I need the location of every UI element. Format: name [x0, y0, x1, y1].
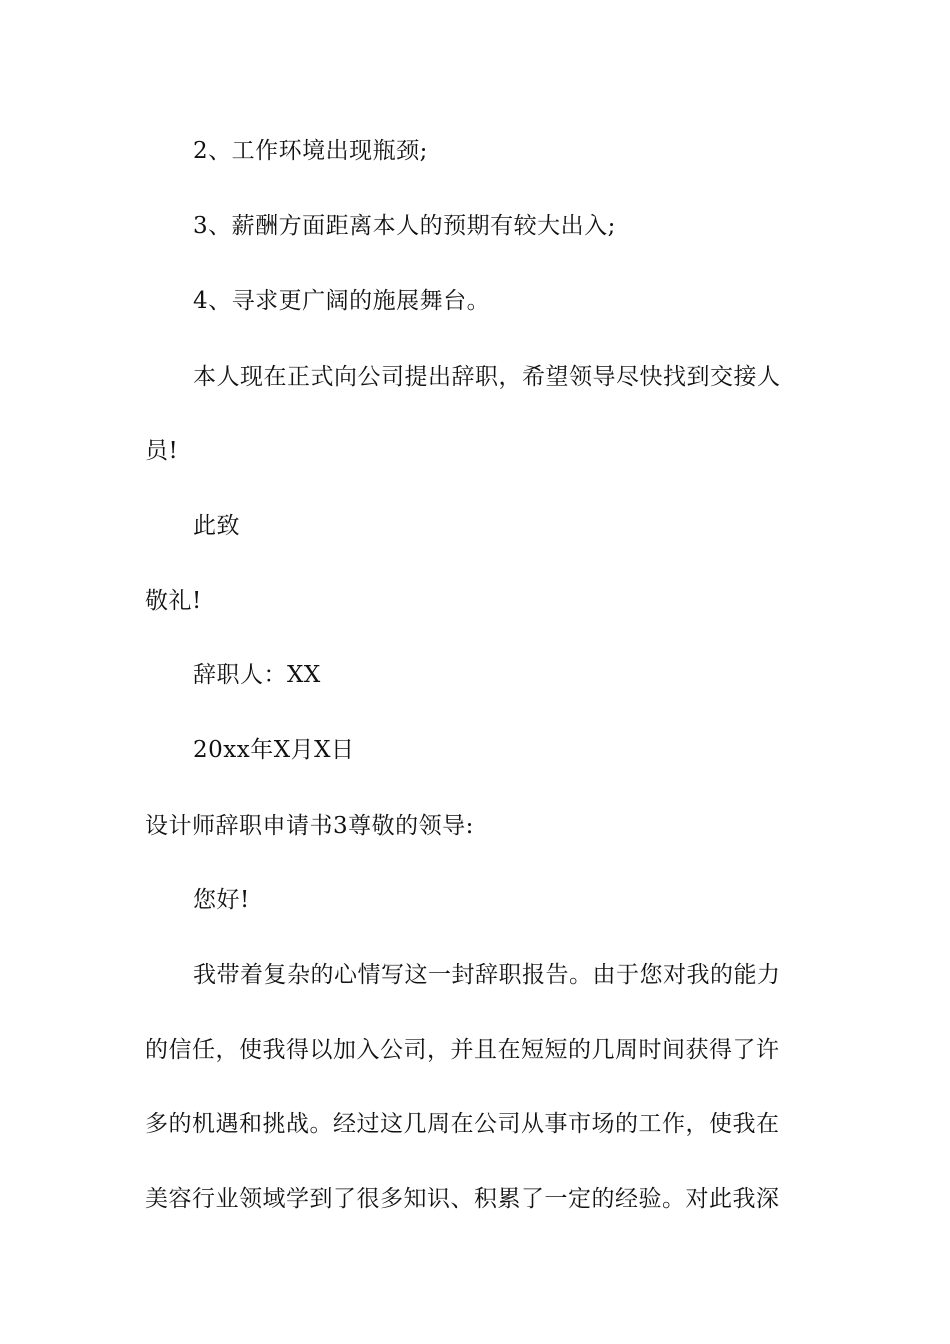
paragraph-line: 的信任，使我得以加入公司，并且在短短的几周时间获得了许	[145, 1037, 780, 1063]
paragraph-line: 本人现在正式向公司提出辞职，希望领导尽快找到交接人	[193, 364, 781, 390]
paragraph-line: 我带着复杂的心情写这一封辞职报告。由于您对我的能力	[193, 962, 781, 988]
signature-name: 辞职人：XX	[193, 662, 321, 688]
list-item-3: 3、薪酬方面距离本人的预期有较大出入;	[193, 213, 616, 239]
list-item-2: 2、工作环境出现瓶颈;	[193, 138, 428, 164]
closing-greeting: 敬礼!	[145, 588, 202, 614]
paragraph-line: 美容行业领域学到了很多知识、积累了一定的经验。对此我深	[145, 1186, 780, 1212]
section-heading: 设计师辞职申请书3尊敬的领导:	[145, 813, 474, 839]
greeting: 您好!	[193, 887, 250, 913]
paragraph-line: 多的机遇和挑战。经过这几周在公司从事市场的工作，使我在	[145, 1111, 780, 1137]
list-item-4: 4、寻求更广阔的施展舞台。	[193, 288, 491, 314]
paragraph-line: 员!	[145, 438, 179, 464]
closing-salutation: 此致	[193, 513, 240, 539]
signature-date: 20xx年X月X日	[193, 737, 355, 763]
